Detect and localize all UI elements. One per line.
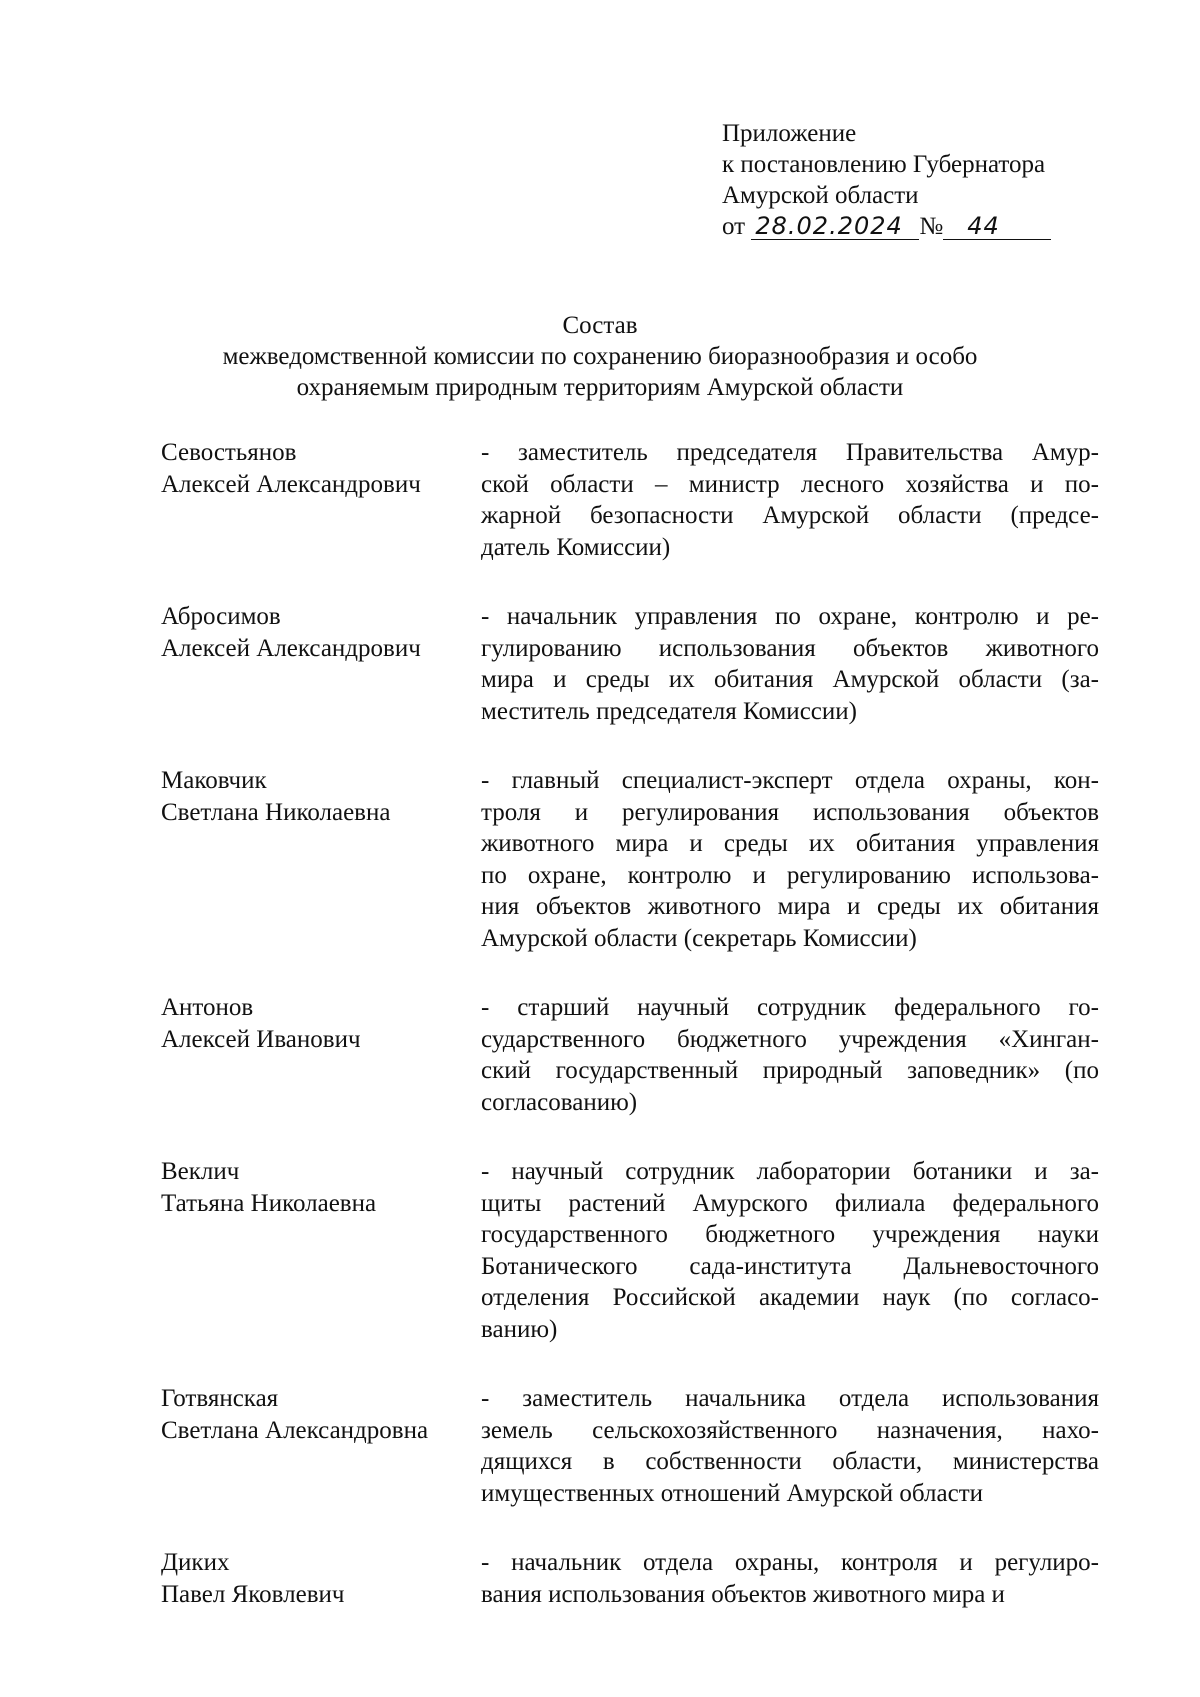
member-given-name: Алексей Иванович [161,1025,361,1053]
role-line: - начальник отдела охраны, контроля и регулиро- [481,1549,1099,1576]
role-line: вания использования объектов животного мира и [481,1580,1005,1608]
role-line: по охране, контролю и регулированию использова- [481,861,1099,889]
role-line: - научный сотрудник лаборатории ботаники и за- [481,1158,1099,1185]
member-name [161,1156,481,1345]
role-line: троля и регулирования использования объектов [481,798,1099,826]
role-line: - заместитель начальника отдела использования [481,1385,1099,1412]
member-surname: Готвянская [161,1385,279,1412]
role-line: государственного бюджетного учреждения науки [481,1221,1099,1248]
member-surname: Севостьянов [161,439,297,466]
role-line: отделения Российской академии наук (по согласо- [481,1284,1099,1311]
member-given-name: Алексей Александрович [161,634,421,662]
role-line: щиты растений Амурского филиала федерального [481,1189,1099,1217]
appendix-header [722,118,1051,242]
member-name [161,992,481,1118]
member-role [481,1383,1099,1509]
member-surname: Антонов [161,994,254,1021]
role-line: согласованию) [481,1088,638,1116]
role-line: меститель председателя Комиссии) [481,697,857,725]
member-entry [161,992,1099,1118]
member-surname: Маковчик [161,767,267,794]
member-entry [161,1383,1099,1509]
role-line: земель сельскохозяйственного назначения, нахо- [481,1416,1099,1444]
role-line: - главный специалист-эксперт отдела охраны, кон- [481,767,1099,794]
role-line: дящихся в собственности области, министерства [481,1448,1099,1475]
role-line: имущественных отношений Амурской области [481,1479,984,1507]
role-line: мира и среды их обитания Амурской области (за- [481,666,1099,693]
role-line: Ботанического сада-института Дальневосточного [481,1252,1099,1280]
member-entry [161,1547,1099,1610]
member-given-name: Павел Яковлевич [161,1580,345,1608]
role-line: ния объектов животного мира и среды их обитания [481,893,1099,920]
member-surname: Диких [161,1549,230,1576]
member-given-name: Татьяна Николаевна [161,1189,377,1217]
handwritten-number: 44 [943,213,1051,240]
role-line: ванию) [481,1315,558,1343]
member-name [161,437,481,563]
member-role [481,1156,1099,1345]
role-line: гулированию использования объектов животного [481,634,1099,662]
number-label: № [919,213,944,240]
member-surname: Абросимов [161,603,281,630]
title-line: охраняемым природным территориям Амурской области [296,374,904,401]
appendix-line: Приложение [722,120,857,147]
member-entry [161,437,1099,563]
date-prefix: от [722,213,746,240]
member-name [161,601,481,727]
appendix-date-line [722,211,1051,242]
member-surname: Веклич [161,1158,240,1185]
title-line: Состав [562,312,638,339]
member-role [481,1547,1099,1610]
role-line: животного мира и среды их обитания управления [481,830,1099,857]
member-given-name: Алексей Александрович [161,470,421,498]
member-name [161,1547,481,1610]
appendix-line: к постановлению Губернатора [722,151,1046,178]
member-role [481,992,1099,1118]
document-title [0,310,1200,403]
role-line: датель Комиссии) [481,533,671,561]
appendix-line: Амурской области [722,182,919,209]
role-line: жарной безопасности Амурской области (предсе- [481,502,1099,529]
member-given-name: Светлана Николаевна [161,798,391,826]
member-role [481,437,1099,563]
role-line: сударственного бюджетного учреждения «Хинган- [481,1025,1099,1053]
member-role [481,601,1099,727]
member-entry [161,1156,1099,1345]
role-line: - начальник управления по охране, контролю и ре- [481,603,1099,630]
member-name [161,1383,481,1509]
member-given-name: Светлана Александровна [161,1416,429,1444]
role-line: ской области – министр лесного хозяйства и по- [481,470,1099,498]
member-entry [161,601,1099,727]
title-line: межведомственной комиссии по сохранению биоразнообразия и особо [222,343,978,370]
member-role [481,765,1099,954]
members-list [161,437,1099,1648]
role-line: Амурской области (секретарь Комиссии) [481,924,917,952]
member-entry [161,765,1099,954]
role-line: - старший научный сотрудник федерального го- [481,994,1099,1021]
handwritten-date: 28.02.2024 [751,213,919,240]
role-line: ский государственный природный заповедник» (по [481,1057,1099,1084]
role-line: - заместитель председателя Правительства Амур- [481,439,1099,466]
member-name [161,765,481,954]
